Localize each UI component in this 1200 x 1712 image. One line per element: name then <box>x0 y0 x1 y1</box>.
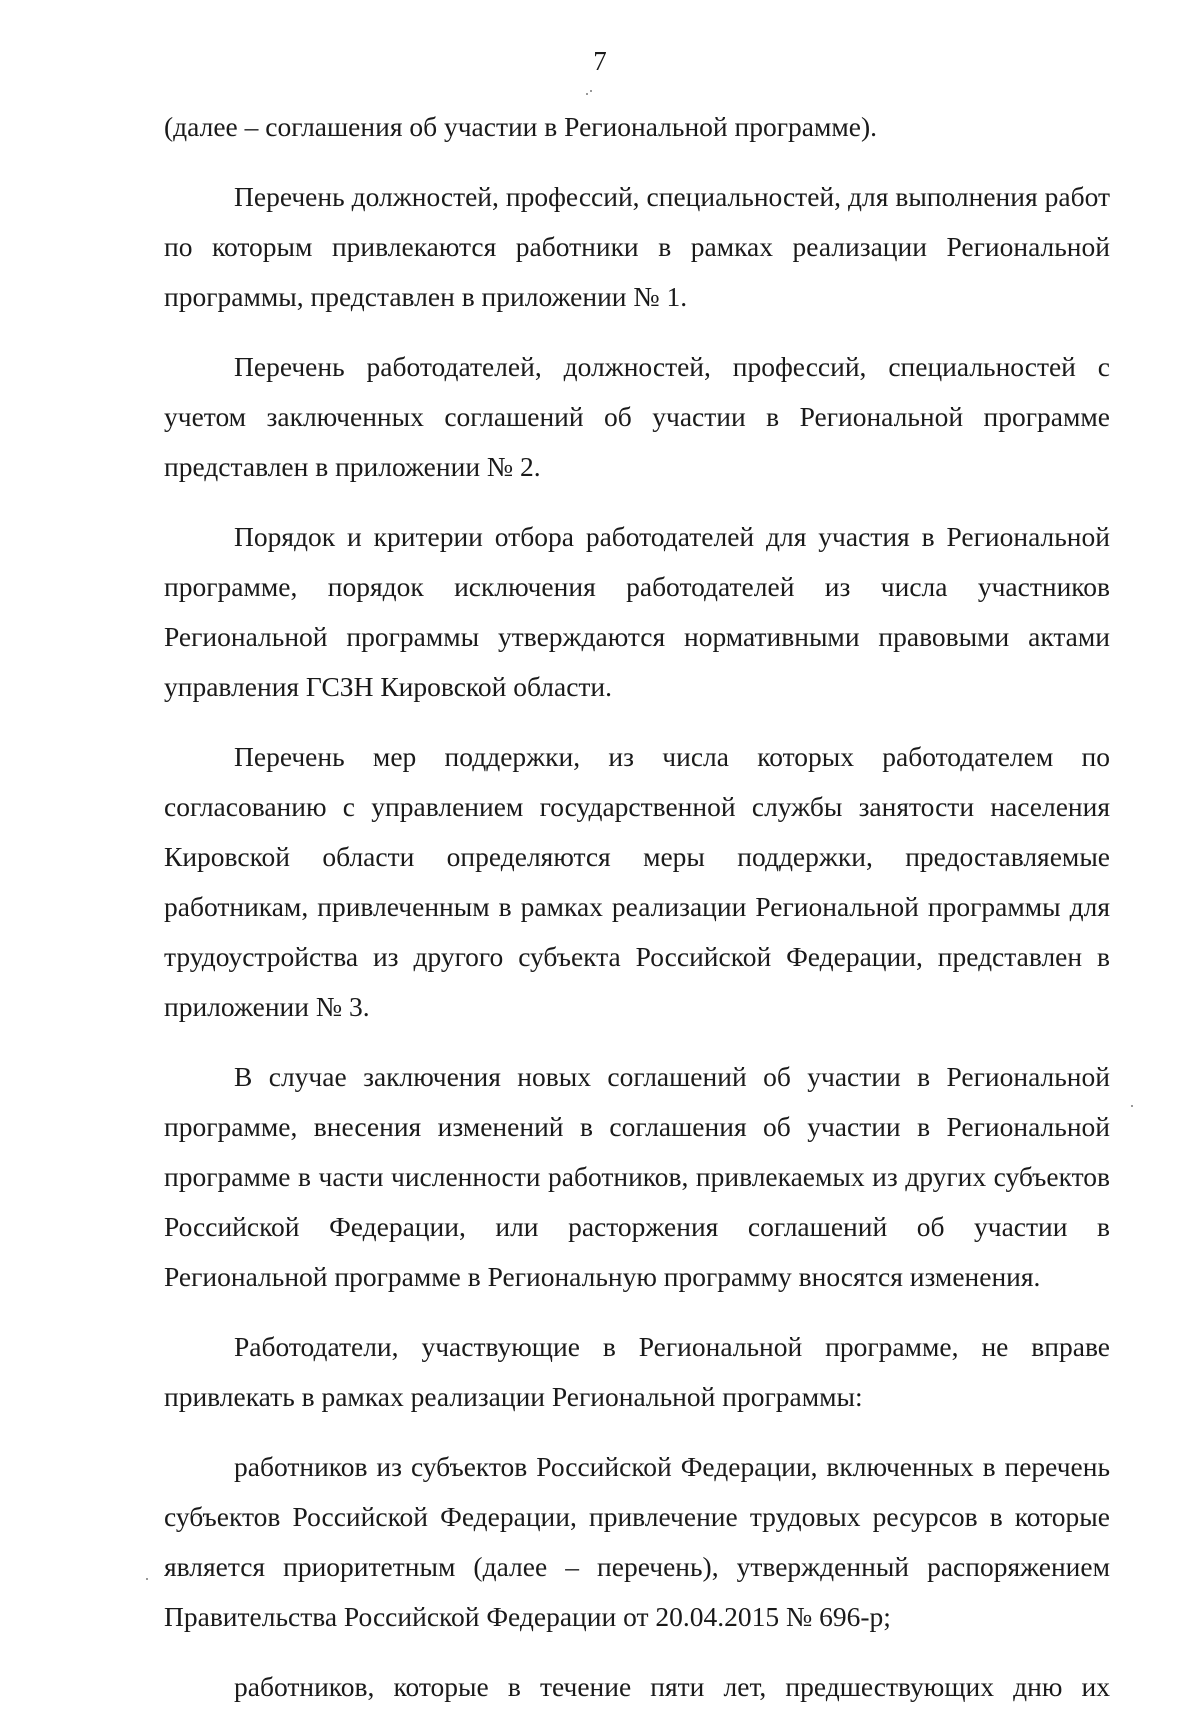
paragraph-employers-list: Перечень работодателей, должностей, профессий, специальностей с учетом заключенных соглашений об участии в Региональной программе представлен в приложении № 2. <box>164 351 1110 482</box>
paragraph-restrictions-intro: Работодатели, участвующие в Региональной программе, не вправе привлекать в рамках реализации Региональной программы: <box>164 1331 1110 1412</box>
paragraph-selection-criteria: Порядок и критерии отбора работодателей для участия в Региональной программе, порядок исключения работодателей из числа участников Региональной программы утверждаются нормативными правовыми актами управления ГСЗН Кировской области. <box>164 521 1110 702</box>
scan-speck <box>590 90 592 92</box>
scan-speck <box>1131 1105 1133 1107</box>
paragraph-support-measures: Перечень мер поддержки, из числа которых работодателем по согласованию с управлением государственной службы занятости населения Кировской области определяются меры поддержки, предоставляемые работникам, привлеченным в рамках реализации Региональной программы для трудоустройства из другого субъекта Российской Федерации, представлен в приложении № 3. <box>164 741 1110 1022</box>
paragraph-restriction-priority-regions: работников из субъектов Российской Федерации, включенных в перечень субъектов Российской Федерации, привлечение трудовых ресурсов в которые является приоритетным (далее – перечень), утвержденный распоряжением Правительства Российской Федерации от 20.04.2015 № 696-р; <box>164 1451 1110 1632</box>
paragraph-amendments: В случае заключения новых соглашений об участии в Региональной программе, внесения изменений в соглашения об участии в Региональной программе в части численности работников, привлекаемых из других субъектов Российской Федерации, или расторжения соглашений об участии в Региональной программе в Региональную программу вносятся изменения. <box>164 1061 1110 1292</box>
scan-speck <box>586 93 588 95</box>
paragraph-continuation: (далее – соглашения об участии в Региональной программе). <box>164 111 877 142</box>
page-number: 7 <box>593 46 607 76</box>
paragraph-restriction-five-years: работников, которые в течение пяти лет, предшествующих дню их <box>234 1671 1110 1702</box>
document-body <box>164 102 1110 1712</box>
paragraph-positions-list: Перечень должностей, профессий, специальностей, для выполнения работ по которым привлекаются работники в рамках реализации Региональной программы, представлен в приложении № 1. <box>164 181 1110 312</box>
scan-speck <box>146 1578 148 1580</box>
